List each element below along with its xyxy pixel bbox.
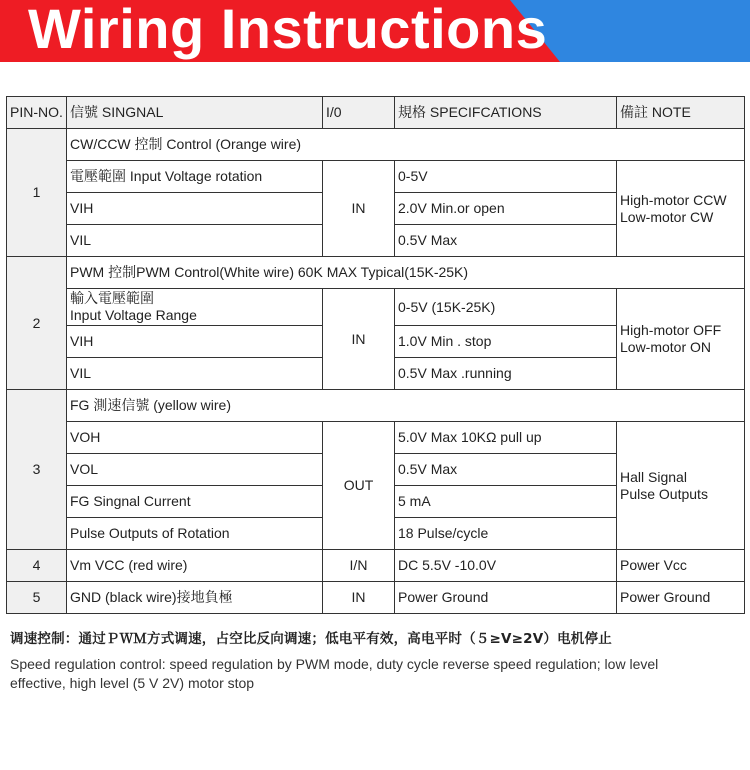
pin3-spec-voh: 5.0V Max 10KΩ pull up [395,422,617,454]
table-row [7,161,745,193]
wiring-table [6,96,745,614]
pin2-note-line1: High-motor OFF [620,322,722,338]
pin3-signal-pulse: Pulse Outputs of Rotation [67,518,323,550]
pin2-signal-vil: VIL [67,358,323,390]
header-io: I/0 [323,97,395,129]
pin2-signal-vih: VIH [67,326,323,358]
pin3-signal-current: FG Singnal Current [67,486,323,518]
pin3-signal-vol: VOL [67,454,323,486]
pin2-title: PWM 控制PWM Control(White wire) 60K MAX Typical(15K-25K) [67,257,745,289]
pin1-note [617,161,745,257]
banner-title: Wiring Instructions [28,0,548,60]
pin5-spec: Power Ground [395,582,617,614]
pin3-io: OUT [323,422,395,550]
header-spec: 規格 SPECIFCATIONS [395,97,617,129]
pin2-signal-range-cn: 輸入電壓範圍 [70,290,154,306]
pin2-note [617,289,745,390]
pin5-note: Power Ground [617,582,745,614]
speed-control-note-chinese: 调速控制：通过ＰＷＭ方式调速，占空比反向调速；低电平有效，高电平时（５≥V≥2V）电机停止 [10,631,612,647]
pin1-spec-range: 0-5V [395,161,617,193]
pin1-spec-vil: 0.5V Max [395,225,617,257]
pin4-spec: DC 5.5V -10.0V [395,550,617,582]
pin4-note: Power Vcc [617,550,745,582]
pin1-signal-vih: VIH [67,193,323,225]
pin2-signal-range-en: Input Voltage Range [70,307,197,323]
pin3-signal-voh: VOH [67,422,323,454]
title-banner [0,0,750,62]
pin-number-2: 2 [7,257,67,390]
pin4-io: I/N [323,550,395,582]
pin1-note-line2: Low-motor CW [620,208,714,225]
table-row [7,390,745,422]
pin5-signal: GND (black wire)接地負極 [67,582,323,614]
header-pin-no: PIN-NO. [7,97,67,129]
pin3-title: FG 測速信號 (yellow wire) [67,390,745,422]
table-row [7,422,745,454]
pin2-note-line2: Low-motor ON [620,339,712,355]
pin1-spec-vih: 2.0V Min.or open [395,193,617,225]
pin3-spec-pulse: 18 Pulse/cycle [395,518,617,550]
pin-number-5: 5 [7,582,67,614]
pin2-spec-vil: 0.5V Max .running [395,358,617,390]
pin1-signal-range: 電壓範圍 Input Voltage rotation [67,161,323,193]
pin1-title: CW/CCW 控制 Control (Orange wire) [67,129,745,161]
pin2-spec-vih: 1.0V Min . stop [395,326,617,358]
table-row [7,129,745,161]
header-signal: 信號 SINGNAL [67,97,323,129]
pin-number-4: 4 [7,550,67,582]
pin2-spec-range: 0-5V (15K-25K) [395,289,617,326]
pin2-io: IN [323,289,395,390]
pin3-note [617,422,745,550]
table-row [7,257,745,289]
speed-control-note-english: Speed regulation control: speed regulation by PWM mode, duty cycle reverse speed regulation; low level effective, high level (5 V 2V) motor stop [10,656,659,691]
pin3-note-line1: Hall Signal [620,468,687,485]
pin-number-3: 3 [7,390,67,550]
pin1-note-line1: High-motor CCW [620,191,727,208]
pin3-spec-current: 5 mA [395,486,617,518]
pin4-signal: Vm VCC (red wire) [67,550,323,582]
table-row [7,582,745,614]
table-row [7,289,745,326]
pin1-io: IN [323,161,395,257]
header-note: 備註 NOTE [617,97,745,129]
pin1-signal-vil: VIL [67,225,323,257]
table-header-row [7,97,745,129]
pin2-signal-range [67,289,323,326]
pin-number-1: 1 [7,129,67,257]
table-row [7,550,745,582]
pin3-note-line2: Pulse Outputs [620,485,708,502]
pin3-spec-vol: 0.5V Max [395,454,617,486]
pin5-io: IN [323,582,395,614]
